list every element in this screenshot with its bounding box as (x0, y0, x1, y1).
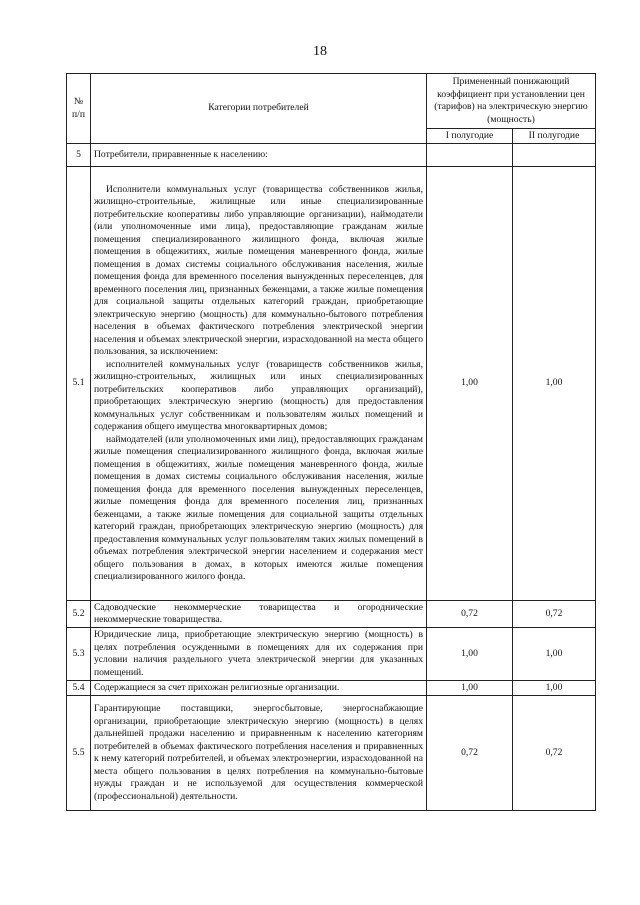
row-category: Содержащиеся за счет прихожан религиозные организации. (91, 681, 427, 696)
row-category (91, 167, 427, 601)
row-category: Гарантирующие поставщики, энергосбытовые, энергоснабжающие организации, приобретающие электрическую энергию (мощность) в целях дальнейшей продажи населению и приравненным к населению категориям потребителей в объемах фактического потребления населения и приравненных к нему категорий потребителей, и объемах электроэнергии, израсходованной на места общего пользования в целях потребления на коммунально-бытовые нужды граждан и не используемой для осуществления коммерческой (профессиональной) деятельности. (91, 696, 427, 811)
row-value-second-half: 0,72 (513, 696, 596, 811)
row-number: 5.5 (67, 696, 91, 811)
table-row (67, 144, 596, 167)
table-row (67, 681, 596, 696)
row-number: 5.3 (67, 628, 91, 681)
row-category: Юридические лица, приобретающие электрическую энергию (мощность) в целях потребления осужденными в помещениях для их содержания при условии наличия раздельного учета электрической энергии для указанных помещений. (91, 628, 427, 681)
row-value-first-half: 0,72 (427, 601, 513, 628)
coefficients-table (66, 73, 596, 811)
table-row (67, 167, 596, 601)
header-number: № п/п (67, 74, 91, 144)
row-paragraph: исполнителей коммунальных услуг (товариществ собственников жилья, жилищно-строительных, жилищных или иных специализированных потребительских кооперативов либо управляющих организаций), приобретающих электрическую энергию (мощность) для предоставления коммунальных услуг собственникам и пользователям жилых помещений и содержания общего имущества многоквартирных домов; (94, 358, 423, 432)
row-paragraph: наймодателей (или уполномоченных ими лиц), предоставляющих гражданам жилые помещения специализированного жилищного фонда, включая жилые помещения в общежитиях, жилые помещения маневренного фонда, жилые помещения в домах системы социального обслуживания населения, жилые помещения фонда для временного поселения вынужденных переселенцев, жилые помещения фонда для временного поселения лиц, признанных беженцами, а также жилые помещения для социальной защиты отдельных категорий граждан, приобретающих электрическую энергию (мощность) для предоставления коммунальных услуг пользователям таких жилых помещений в объемах потребления электрической энергии населением и содержания мест общего пользования в домах, в которых имеются жилые помещения специализированного жилого фонда. (94, 433, 423, 582)
page-number: 18 (313, 44, 327, 59)
header-coefficient: Примененный понижающий коэффициент при установлении цен (тарифов) на электрическую энергию (мощность) (427, 74, 596, 129)
row-value-first-half (427, 144, 513, 167)
row-value-first-half: 1,00 (427, 681, 513, 696)
row-number: 5.4 (67, 681, 91, 696)
row-number: 5.2 (67, 601, 91, 628)
row-value-second-half (513, 144, 596, 167)
header-row (67, 74, 596, 129)
header-second-half: II полугодие (513, 129, 596, 144)
row-category: Потребители, приравненные к населению: (91, 144, 427, 167)
table-row (67, 628, 596, 681)
row-value-second-half: 0,72 (513, 601, 596, 628)
row-number: 5 (67, 144, 91, 167)
row-number: 5.1 (67, 167, 91, 601)
table-row (67, 601, 596, 628)
header-first-half: I полугодие (427, 129, 513, 144)
row-value-second-half: 1,00 (513, 681, 596, 696)
row-paragraph: Исполнители коммунальных услуг (товарищества собственников жилья, жилищно-строительные, жилищные или иные специализированные потребительские кооперативы либо управляющие организации), наймодатели (или уполномоченные ими лица), предоставляющие гражданам жилые помещения специализированного жилищного фонда, включая жилые помещения в общежитиях, жилые помещения маневренного фонда, жилые помещения в домах системы социального обслуживания населения, жилые помещения фонда для временного поселения вынужденных переселенцев, для временного поселения лиц, признанных беженцами, а также жилые помещения для социальной защиты отдельных категорий граждан, приобретающие электрическую энергию (мощность) для коммунально-бытового потребления населения в объемах фактического потребления электрической энергии населения и объемах электрической энергии, израсходованной на места общего пользования, за исключением: (94, 183, 423, 357)
row-value-second-half: 1,00 (513, 628, 596, 681)
row-value-first-half: 1,00 (427, 167, 513, 601)
row-value-first-half: 0,72 (427, 696, 513, 811)
table-row (67, 696, 596, 811)
header-category: Категории потребителей (91, 74, 427, 144)
row-value-first-half: 1,00 (427, 628, 513, 681)
row-value-second-half: 1,00 (513, 167, 596, 601)
row-category: Садоводческие некоммерческие товарищества и огороднические некоммерческие товарищества. (91, 601, 427, 628)
